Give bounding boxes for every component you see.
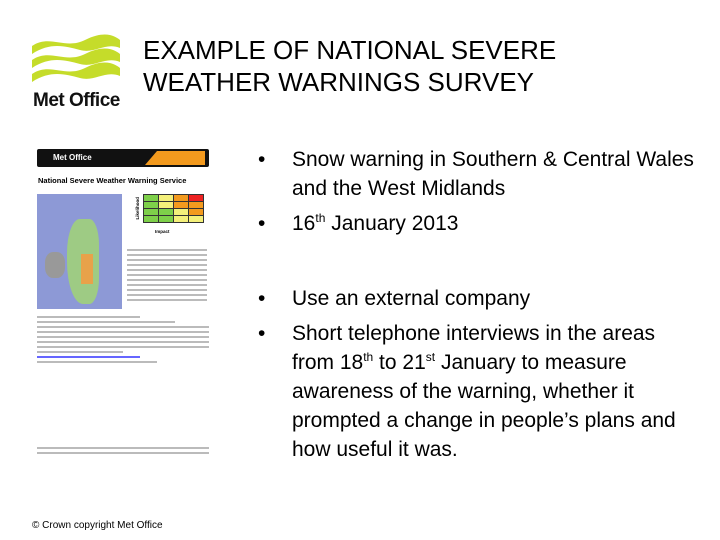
warning-document-image xyxy=(37,149,209,467)
doc-heading: National Severe Weather Warning Service xyxy=(38,176,187,185)
copyright-footer: © Crown copyright Met Office xyxy=(32,520,163,531)
doc-footer-text xyxy=(37,447,209,457)
chevron-graphic xyxy=(145,151,205,165)
bullet-item: • Short telephone interviews in the areas from 18th to 21st January to measure awareness of the warning, whether it prompted a change in people’s plans and how useful it was. xyxy=(258,319,698,464)
bullet-item: • Use an external company xyxy=(258,284,698,313)
risk-matrix xyxy=(143,194,204,223)
logo-text: Met Office xyxy=(33,90,120,111)
doc-brand: Met Office xyxy=(53,153,92,162)
spacer xyxy=(258,244,698,278)
bullet-item: • 16th January 2013 xyxy=(258,209,698,238)
slide-title: EXAMPLE OF NATIONAL SEVERE WEATHER WARNINGS SURVEY xyxy=(143,35,557,97)
impact-label: Impact xyxy=(155,229,170,234)
bullet-item: • Snow warning in Southern & Central Wales and the West Midlands xyxy=(258,145,698,203)
warning-details-text xyxy=(37,316,209,366)
assessment-text xyxy=(127,249,207,304)
bullet-list xyxy=(258,145,698,470)
uk-map xyxy=(37,194,122,309)
likelihood-label: Likelihood xyxy=(135,197,140,220)
